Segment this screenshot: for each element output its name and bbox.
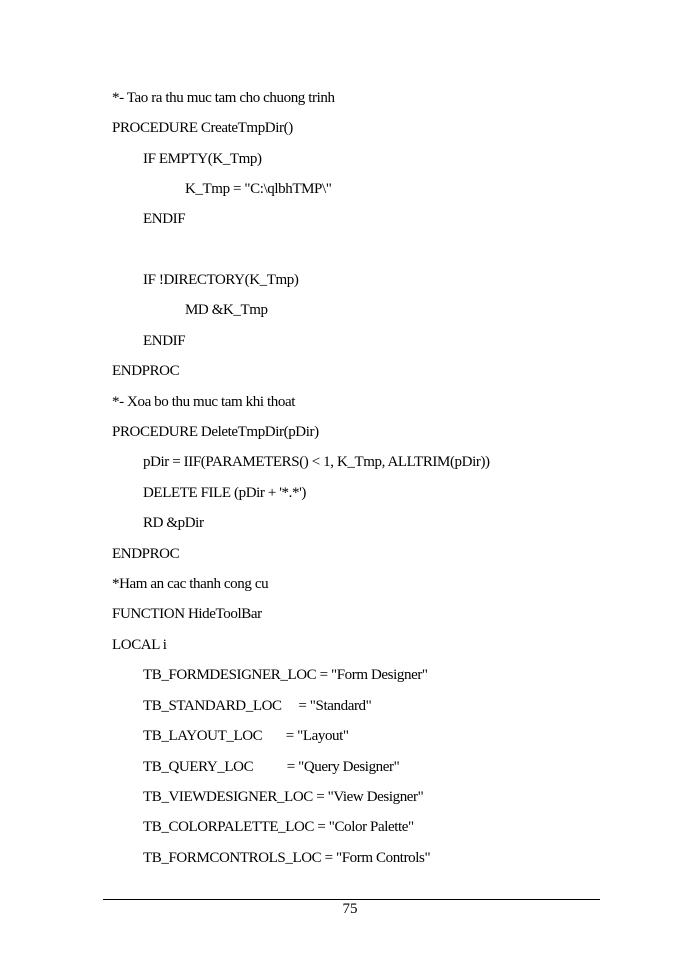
code-line-procedure-create: PROCEDURE CreateTmpDir()	[112, 120, 293, 136]
code-line-endproc-1: ENDPROC	[112, 363, 180, 379]
code-line-endproc-2: ENDPROC	[112, 546, 180, 562]
code-line-if-empty: IF EMPTY(K_Tmp)	[143, 151, 262, 167]
code-line-tb-viewdesigner: TB_VIEWDESIGNER_LOC = "View Designer"	[143, 789, 424, 805]
code-line-local-i: LOCAL i	[112, 637, 167, 653]
page-number: 75	[342, 901, 358, 917]
code-line-comment-hide: *Ham an cac thanh cong cu	[112, 576, 269, 592]
code-line-endif-1: ENDIF	[143, 211, 186, 227]
code-line-comment-delete: *- Xoa bo thu muc tam khi thoat	[112, 394, 295, 410]
code-line-tb-query: TB_QUERY_LOC = "Query Designer"	[143, 759, 400, 775]
code-line-delete-file: DELETE FILE (pDir + '*.*')	[143, 485, 307, 501]
code-line-rd: RD &pDir	[143, 515, 204, 531]
code-line-endif-2: ENDIF	[143, 333, 186, 349]
code-line-tb-formcontrols: TB_FORMCONTROLS_LOC = "Form Controls"	[143, 850, 431, 866]
code-line-pdir-assign: pDir = IIF(PARAMETERS() < 1, K_Tmp, ALLTRIM(pDir))	[143, 454, 490, 470]
code-line-tb-layout: TB_LAYOUT_LOC = "Layout"	[143, 728, 349, 744]
code-line-tb-colorpalette: TB_COLORPALETTE_LOC = "Color Palette"	[143, 819, 414, 835]
code-line-comment-create: *- Tao ra thu muc tam cho chuong trinh	[112, 90, 335, 106]
code-line-function-hide: FUNCTION HideToolBar	[112, 606, 262, 622]
code-line-procedure-delete: PROCEDURE DeleteTmpDir(pDir)	[112, 424, 319, 440]
code-line-md: MD &K_Tmp	[185, 302, 268, 318]
code-line-assign-tmp: K_Tmp = "C:\qlbhTMP\"	[185, 181, 332, 197]
code-line-if-directory: IF !DIRECTORY(K_Tmp)	[143, 272, 299, 288]
code-line-tb-formdesigner: TB_FORMDESIGNER_LOC = "Form Designer"	[143, 667, 428, 683]
code-line-tb-standard: TB_STANDARD_LOC = "Standard"	[143, 698, 372, 714]
